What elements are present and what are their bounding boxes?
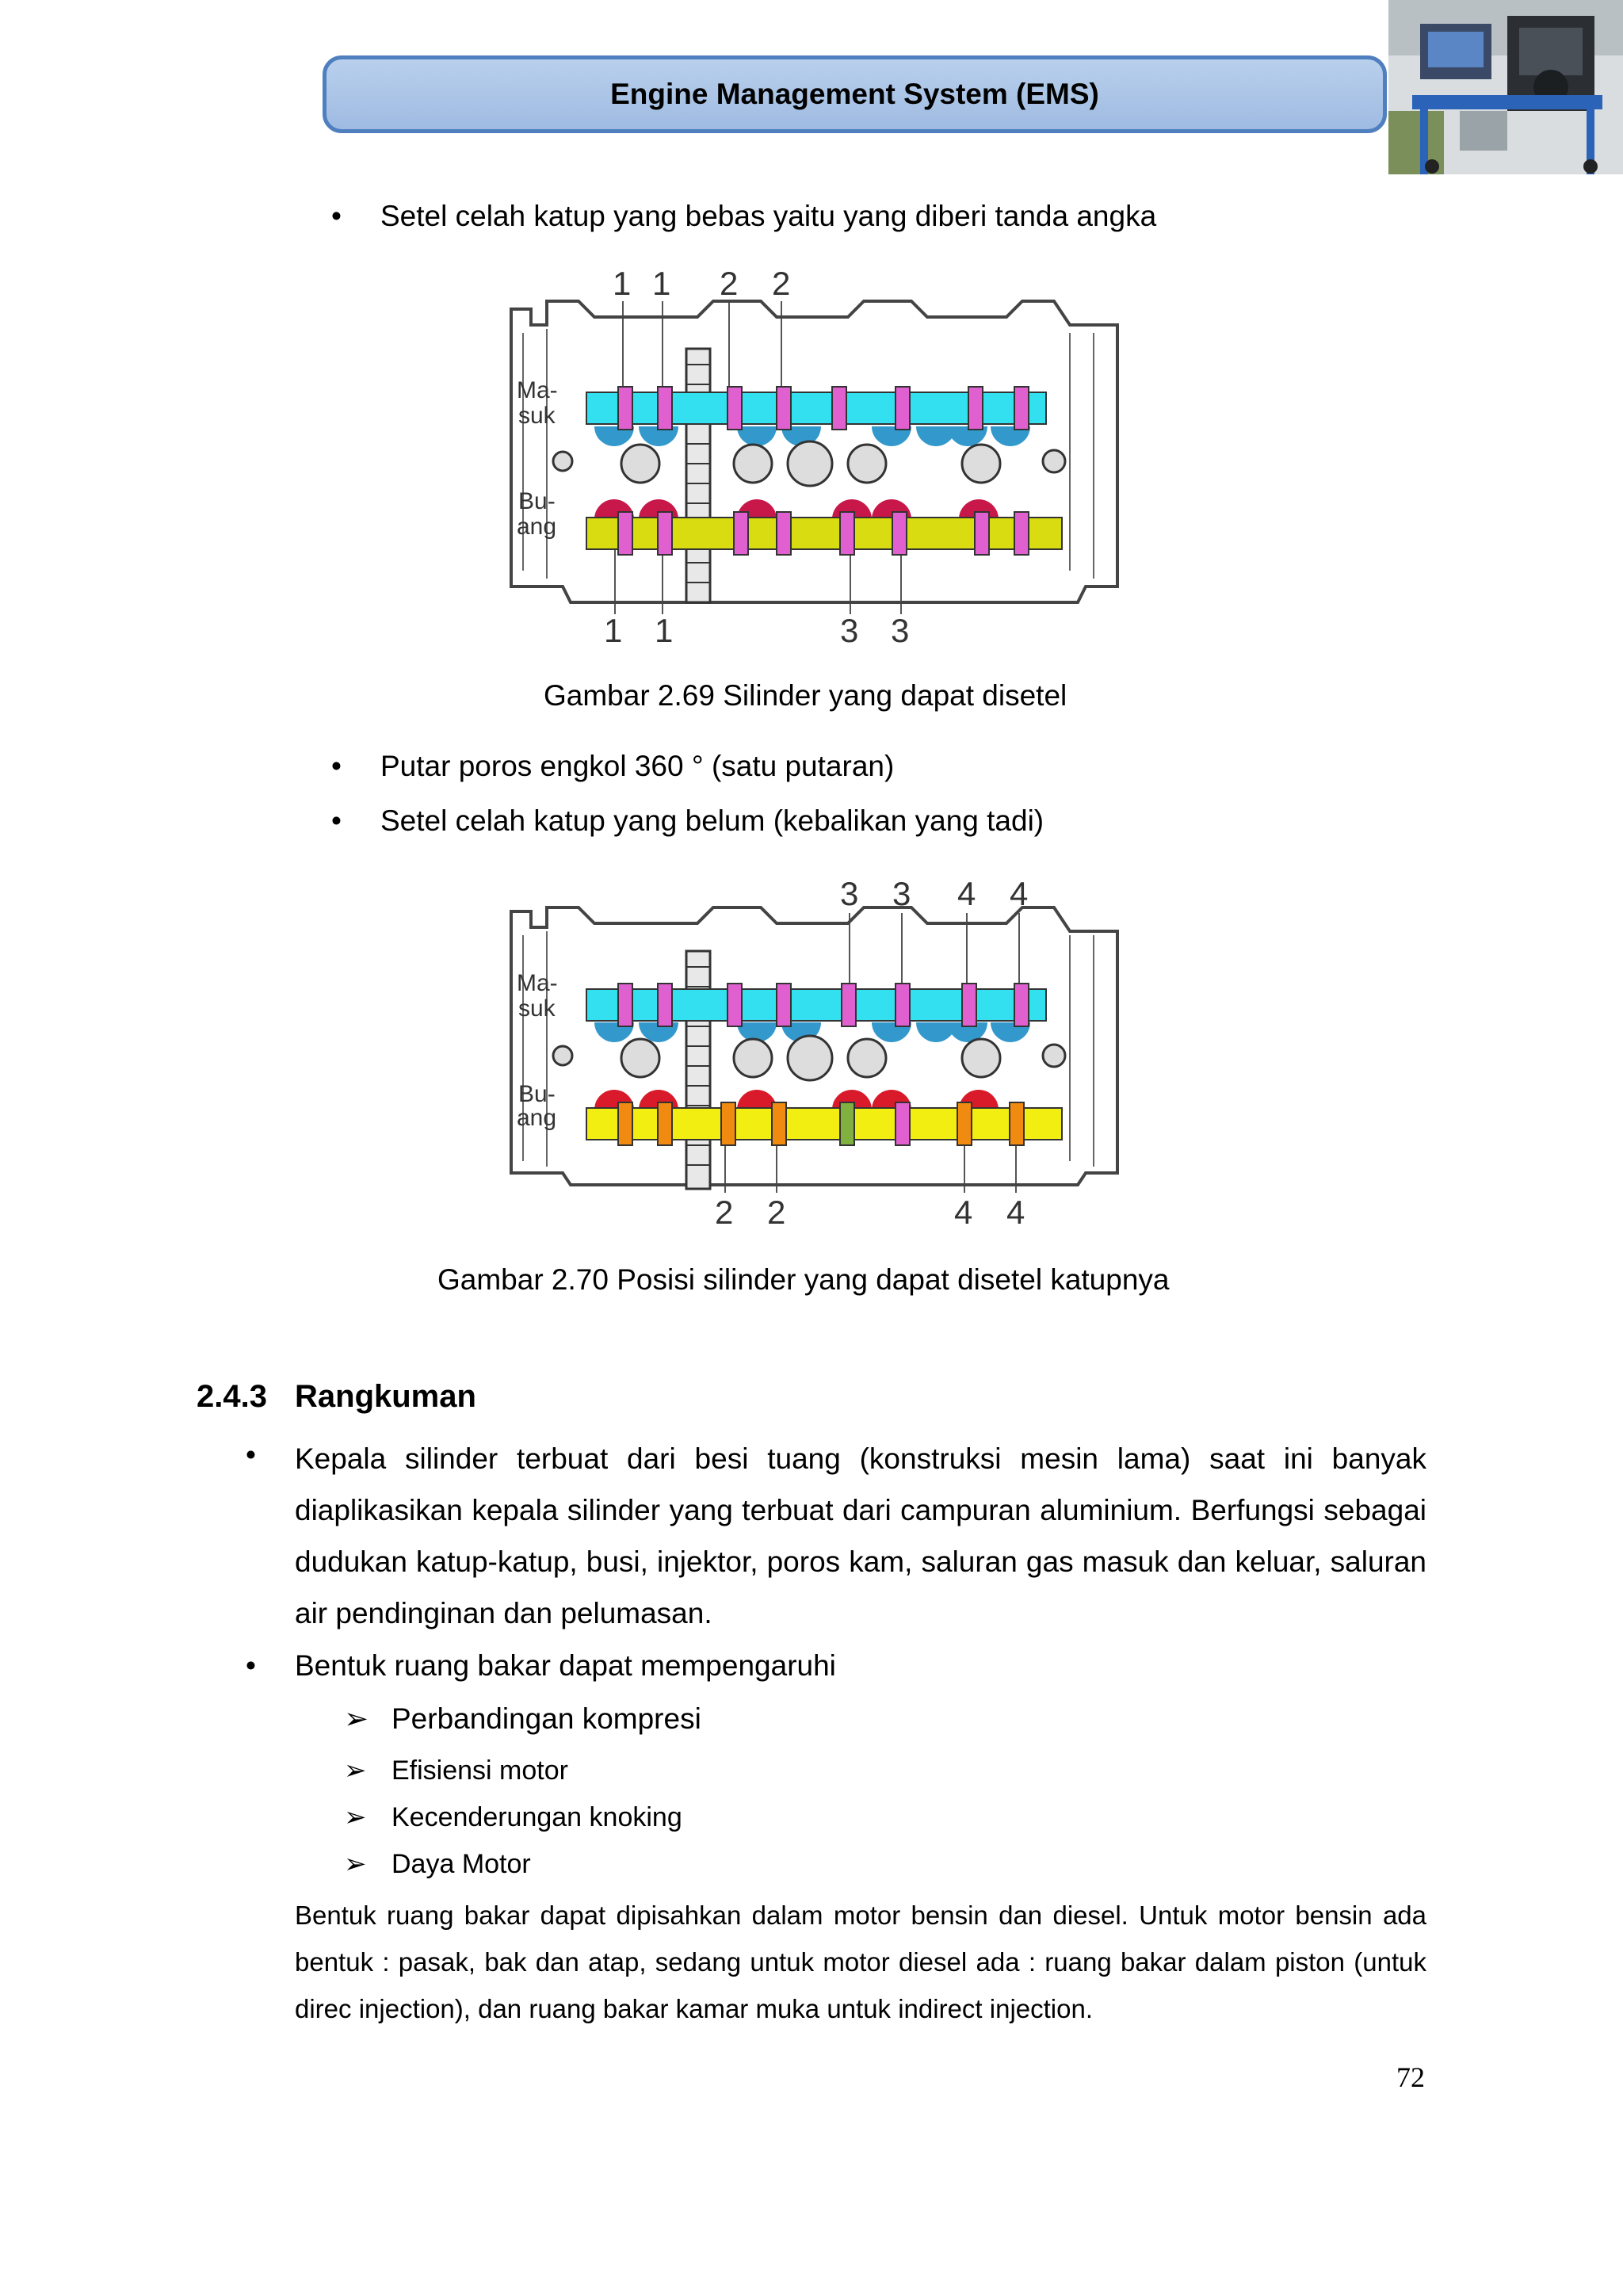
bullet-text: Putar poros engkol 360 ° (satu putaran) (380, 750, 895, 782)
section-title: Rangkuman (295, 1379, 476, 1414)
summary-bullet-text: Bentuk ruang bakar dapat mempengaruhi (295, 1649, 836, 1682)
figure-1-label-top: 2 (772, 265, 791, 302)
figure-1-label-bottom: 3 (891, 612, 910, 649)
figure-1-intake-label: Ma- (517, 377, 558, 403)
figure-1-caption: Gambar 2.69 Silinder yang dapat disetel (544, 679, 1067, 712)
figure-2-label-bottom: 4 (954, 1194, 973, 1231)
figure-1-label-bottom: 1 (604, 612, 623, 649)
bullet-dot-icon: • (331, 804, 342, 837)
summary-bullet-text: Kepala silinder terbuat dari besi tuang (konstruksi mesin lama) saat ini banyak diaplikasikan kepala silinder yang terbuat dari campuran aluminium. Berfungsi sebagai dudukan katup-katup, busi, injektor, poros kam, saluran gas masuk dan keluar, saluran air pendinginan dan pelumasan. (295, 1442, 1426, 1629)
sub-list-item-text: Kecenderungan knoking (391, 1802, 682, 1832)
page-number: 72 (1396, 2061, 1425, 2093)
sub-list-item (344, 1702, 701, 1736)
section-heading (197, 1379, 476, 1415)
figure-2-diagram (499, 872, 1133, 1236)
arrowhead-icon: ➢ (344, 1755, 367, 1786)
figure-2-label-top: 3 (892, 875, 911, 912)
sub-list-item-text: Daya Motor (391, 1849, 531, 1879)
sub-list-item-text: Perbandingan kompresi (391, 1702, 701, 1735)
figure-1-label-top: 2 (720, 265, 739, 302)
figure-1-exhaust-label: Bu- (518, 488, 556, 514)
closing-paragraph: Bentuk ruang bakar dapat dipisahkan dalam motor bensin dan diesel. Untuk motor bensin ada bentuk : pasak, bak dan atap, sedang untuk motor diesel ada : ruang bakar dalam piston (untuk direc injection), dan ruang bakar kamar muka untuk indirect injection. (295, 1901, 1426, 2023)
figure-1-diagram (499, 254, 1133, 666)
engine-photo-illustration (1388, 0, 1623, 174)
figure-2-label-top: 3 (840, 875, 859, 912)
figure-2-exhaust-label: ang (517, 1105, 557, 1131)
summary-paragraph (295, 1433, 1426, 1639)
figure-1-label-bottom: 3 (840, 612, 859, 649)
figure-2-label-bottom: 4 (1006, 1194, 1025, 1231)
header-title: Engine Management System (EMS) (610, 78, 1099, 110)
sub-list-item (344, 1801, 682, 1833)
section-number: 2.4.3 (197, 1379, 267, 1414)
sub-list-item (344, 1848, 531, 1880)
bullet-dot-icon: • (331, 200, 342, 232)
sub-list-item-text: Efisiensi motor (391, 1755, 568, 1786)
figure-2-intake-label: Ma- (517, 970, 558, 996)
figure-2-label-top: 4 (1010, 875, 1029, 912)
figure-1-label-top: 1 (652, 265, 671, 302)
arrowhead-icon: ➢ (344, 1802, 367, 1832)
bullet-dot-icon: • (246, 1649, 256, 1682)
figure-1-label-bottom: 1 (655, 612, 674, 649)
bullet-text: Setel celah katup yang bebas yaitu yang diberi tanda angka (380, 200, 1157, 232)
figure-2-label-bottom: 2 (715, 1194, 734, 1231)
engine-trainer-photo (1388, 0, 1623, 174)
figure-1-intake-label: suk (518, 403, 556, 429)
figure-1-label-top: 1 (613, 265, 632, 302)
bullet-text: Setel celah katup yang belum (kebalikan yang tadi) (380, 804, 1044, 837)
figure-2-caption: Gambar 2.70 Posisi silinder yang dapat disetel katupnya (437, 1263, 1170, 1296)
bullet-dot-icon: • (331, 750, 342, 782)
figure-2-label-bottom: 2 (767, 1194, 786, 1231)
figure-2-intake-label: suk (518, 995, 556, 1022)
arrowhead-icon: ➢ (344, 1849, 367, 1879)
figure-1-exhaust-label: ang (517, 514, 557, 540)
figure-2-exhaust-label: Bu- (518, 1081, 556, 1107)
header-banner (323, 55, 1387, 133)
bullet-dot-icon: • (246, 1438, 256, 1471)
figure-2-label-top: 4 (957, 875, 976, 912)
sub-list-item (344, 1755, 568, 1786)
arrowhead-icon: ➢ (344, 1702, 369, 1735)
